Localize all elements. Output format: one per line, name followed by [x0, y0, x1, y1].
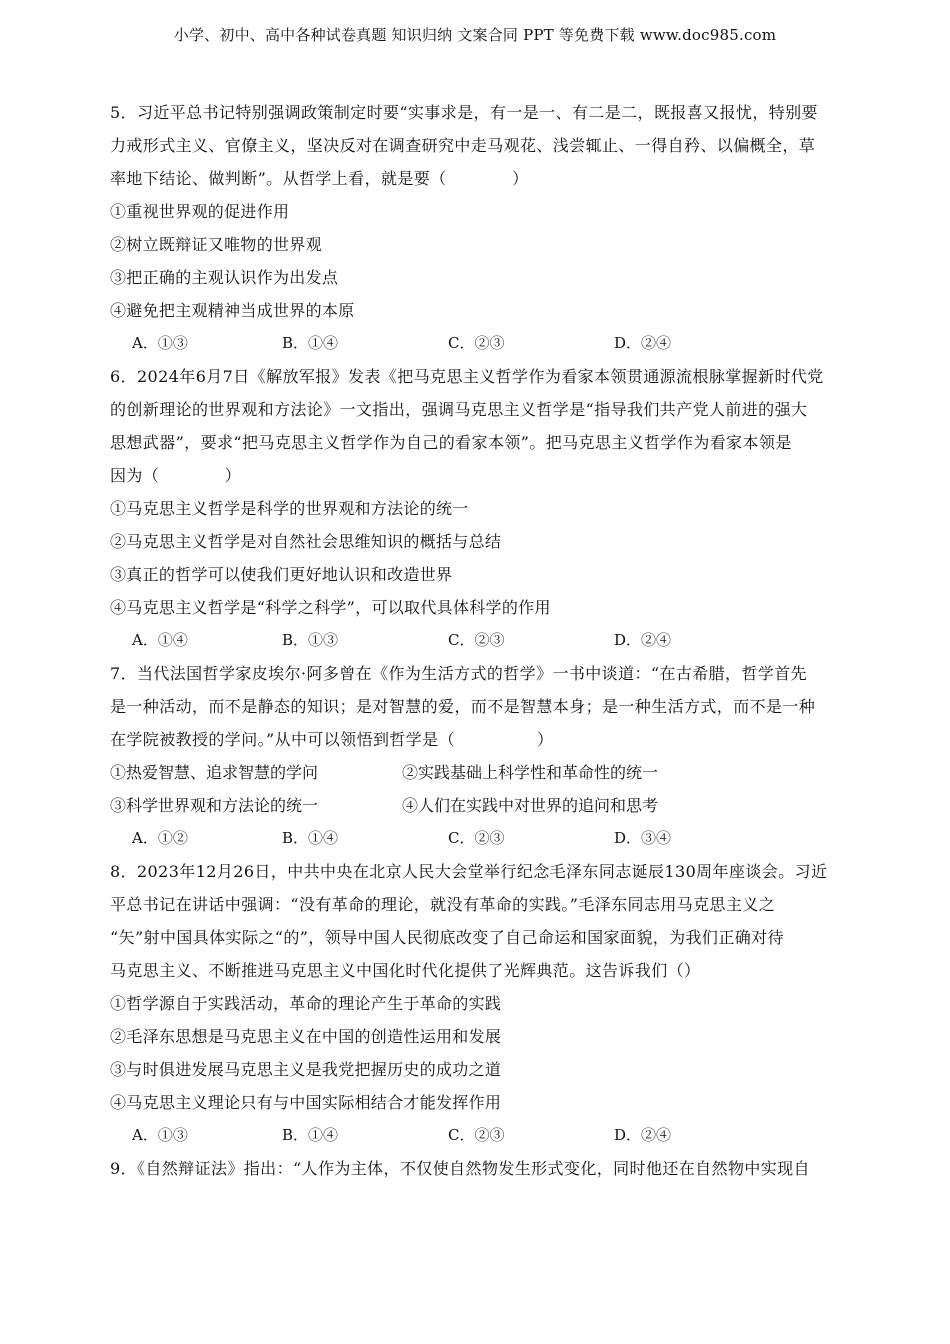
statement-option-row: [110, 789, 840, 822]
statement-option: ④马克思主义理论只有与中国实际相结合才能发挥作用: [110, 1093, 502, 1112]
stem-line: 5．习近平总书记特别强调政策制定时要“实事求是，有一是一、有二是二，既报喜又报忧，特别要: [110, 103, 818, 122]
statement-option: ④马克思主义哲学是“科学之科学”，可以取代具体科学的作用: [110, 598, 551, 617]
statement-option: ②毛泽东思想是马克思主义在中国的创造性运用和发展: [110, 1027, 502, 1046]
choice-c: C．②③: [448, 1126, 505, 1144]
stem-line: 8．2023年12月26日，中共中央在北京人民大会堂举行纪念毛泽东同志诞辰130周年座谈会。习近: [110, 862, 828, 881]
question-stem: [110, 657, 840, 756]
stem-line: 马克思主义、不断推进马克思主义中国化时代化提供了光辉典范。这告诉我们（）: [110, 961, 701, 980]
answer-choices: [110, 624, 840, 657]
choice-b: B．①④: [282, 829, 339, 847]
question-stem: [110, 1152, 840, 1185]
statement-option: ①热爱智慧、追求智慧的学问: [110, 763, 319, 782]
stem-line: 思想武器”，要求“把马克思主义哲学作为自己的看家本领”。把马克思主义哲学作为看家本领是: [110, 433, 792, 452]
choice-c: C．②③: [448, 829, 505, 847]
statement-option: ②马克思主义哲学是对自然社会思维知识的概括与总结: [110, 532, 502, 551]
choice-a: A．①②: [132, 829, 188, 847]
choice-d: D．②④: [614, 334, 672, 352]
choice-a: A．①③: [132, 1126, 188, 1144]
stem-line: 的创新理论的世界观和方法论》一文指出，强调马克思主义哲学是“指导我们共产党人前进的强大: [110, 400, 808, 419]
statement-option: ③与时俱进发展马克思主义是我党把握历史的成功之道: [110, 1060, 502, 1079]
statement-option: ①重视世界观的促进作用: [110, 202, 290, 221]
statement-option: ①哲学源自于实践活动，革命的理论产生于革命的实践: [110, 994, 502, 1013]
stem-line: 9．《自然辩证法》指出：“人作为主体，不仅使自然物发生形式变化，同时他还在自然物中实现自: [110, 1159, 810, 1178]
question-9: [110, 1152, 840, 1185]
answer-choices: [110, 1119, 840, 1152]
choice-b: B．①④: [282, 334, 339, 352]
stem-line: 力戒形式主义、官僚主义，坚决反对在调查研究中走马观花、浅尝辄止、一得自矜、以偏概全，草: [110, 136, 816, 155]
statement-option: ④避免把主观精神当成世界的本原: [110, 301, 355, 320]
question-6: [110, 360, 840, 657]
stem-line: 因为（ ）: [110, 466, 242, 485]
choice-d: D．③④: [614, 829, 672, 847]
choice-c: C．②③: [448, 631, 505, 649]
stem-line: 是一种活动，而不是静态的知识；是对智慧的爱，而不是智慧本身；是一种生活方式，而不是一种: [110, 697, 816, 716]
question-stem: [110, 360, 840, 492]
question-stem: [110, 96, 840, 195]
page-header: 小学、初中、高中各种试卷真题 知识归纳 文案合同 PPT 等免费下载 www.doc985.com: [173, 26, 777, 44]
statement-option: ③把正确的主观认识作为出发点: [110, 268, 339, 287]
stem-line: “矢”射中国具体实际之“的”，领导中国人民彻底改变了自己命运和国家面貌，为我们正确对待: [110, 928, 784, 947]
stem-line: 率地下结论、做判断”。从哲学上看，就是要（ ）: [110, 169, 529, 188]
choice-b: B．①③: [282, 631, 339, 649]
answer-choices: [110, 822, 840, 855]
stem-line: 在学院被教授的学问。”从中可以领悟到哲学是（ ）: [110, 730, 554, 749]
choice-a: A．①③: [132, 334, 188, 352]
statement-option: ③真正的哲学可以使我们更好地认识和改造世界: [110, 565, 453, 584]
question-list: [110, 96, 840, 1185]
choice-b: B．①④: [282, 1126, 339, 1144]
question-stem: [110, 855, 840, 987]
choice-c: C．②③: [448, 334, 505, 352]
statement-option: ②实践基础上科学性和革命性的统一: [402, 763, 659, 782]
stem-line: 7．当代法国哲学家皮埃尔·阿多曾在《作为生活方式的哲学》一书中谈道：“在古希腊，哲学首先: [110, 664, 808, 683]
question-7: [110, 657, 840, 855]
statement-option: ①马克思主义哲学是科学的世界观和方法论的统一: [110, 499, 469, 518]
question-5: [110, 96, 840, 360]
statement-option-row: [110, 756, 840, 789]
stem-line: 平总书记在讲话中强调：“没有革命的理论，就没有革命的实践。”毛泽东同志用马克思主义之: [110, 895, 776, 914]
choice-d: D．②④: [614, 631, 672, 649]
choice-a: A．①④: [132, 631, 188, 649]
stem-line: 6．2024年6月7日《解放军报》发表《把马克思主义哲学作为看家本领贯通源流根脉掌握新时代党: [110, 367, 824, 386]
statement-option: ②树立既辩证又唯物的世界观: [110, 235, 322, 254]
question-8: [110, 855, 840, 1152]
statement-option: ④人们在实践中对世界的追问和思考: [402, 796, 659, 815]
answer-choices: [110, 327, 840, 360]
choice-d: D．②④: [614, 1126, 672, 1144]
statement-option: ③科学世界观和方法论的统一: [110, 796, 319, 815]
